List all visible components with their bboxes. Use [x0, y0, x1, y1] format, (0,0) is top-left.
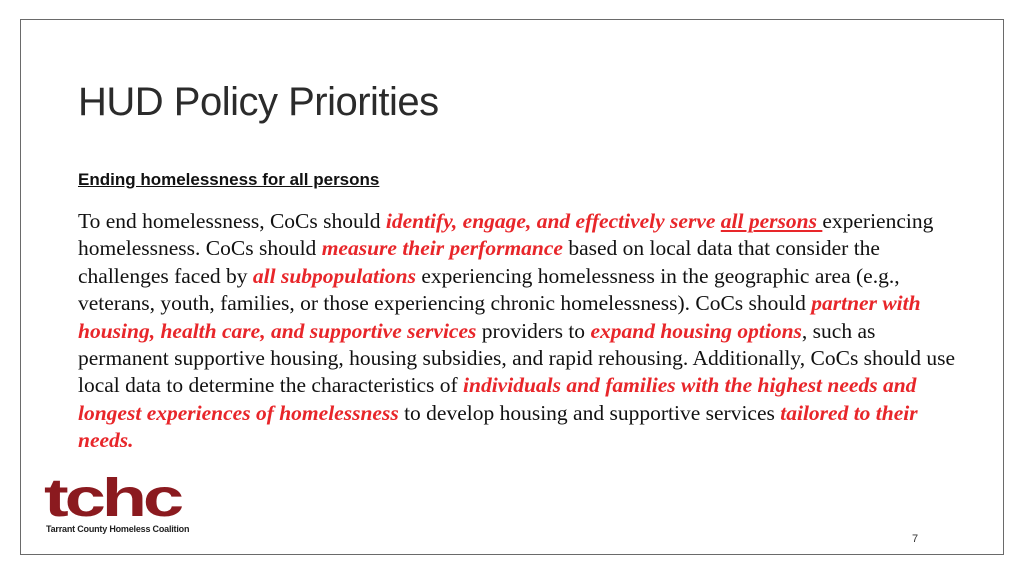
emphasized-phrase: identify, engage, and effectively serve — [385, 209, 721, 233]
body-text-run: experiencing homelessness. CoCs should — [78, 209, 934, 261]
section-subheading: Ending homelessness for all persons — [78, 170, 380, 189]
emphasized-phrase: individuals and families with the highest needs and longest experiences of homelessness — [78, 373, 917, 425]
emphasized-phrase: tailored to their needs. — [78, 400, 918, 453]
slide-title: HUD Policy Priorities — [78, 80, 439, 124]
tchc-logo — [44, 476, 190, 540]
emphasized-phrase: measure their performance — [321, 236, 563, 261]
emphasized-phrase: all subpopulations — [252, 263, 417, 288]
body-text-run: based on local data that consider the challenges faced by — [78, 236, 880, 288]
tchc-logo-icon — [44, 476, 184, 522]
logo-tagline: Tarrant County Homeless Coalition — [46, 524, 190, 534]
emphasized-underlined-phrase: all persons — [720, 209, 823, 233]
body-paragraph — [78, 208, 958, 455]
logo-wordmark: tchc — [44, 476, 183, 522]
body-text-run: to develop housing and supportive services — [398, 400, 781, 425]
body-text-run: To end homelessness, CoCs should — [78, 209, 386, 233]
body-text-run: , such as permanent supportive housing, housing subsidies, and rapid rehousing. Additionally, CoCs should use local data to determine the characteristics of — [78, 318, 956, 398]
page-number: 7 — [912, 533, 919, 545]
emphasized-phrase: partner with housing, health care, and supportive services — [78, 291, 921, 343]
body-text-run: experiencing homelessness in the geographic area (e.g., veterans, youth, families, or those experiencing chronic homelessness). CoCs should — [78, 263, 900, 316]
emphasized-phrase: expand housing options — [590, 318, 802, 343]
body-text-run: providers to — [476, 318, 591, 343]
